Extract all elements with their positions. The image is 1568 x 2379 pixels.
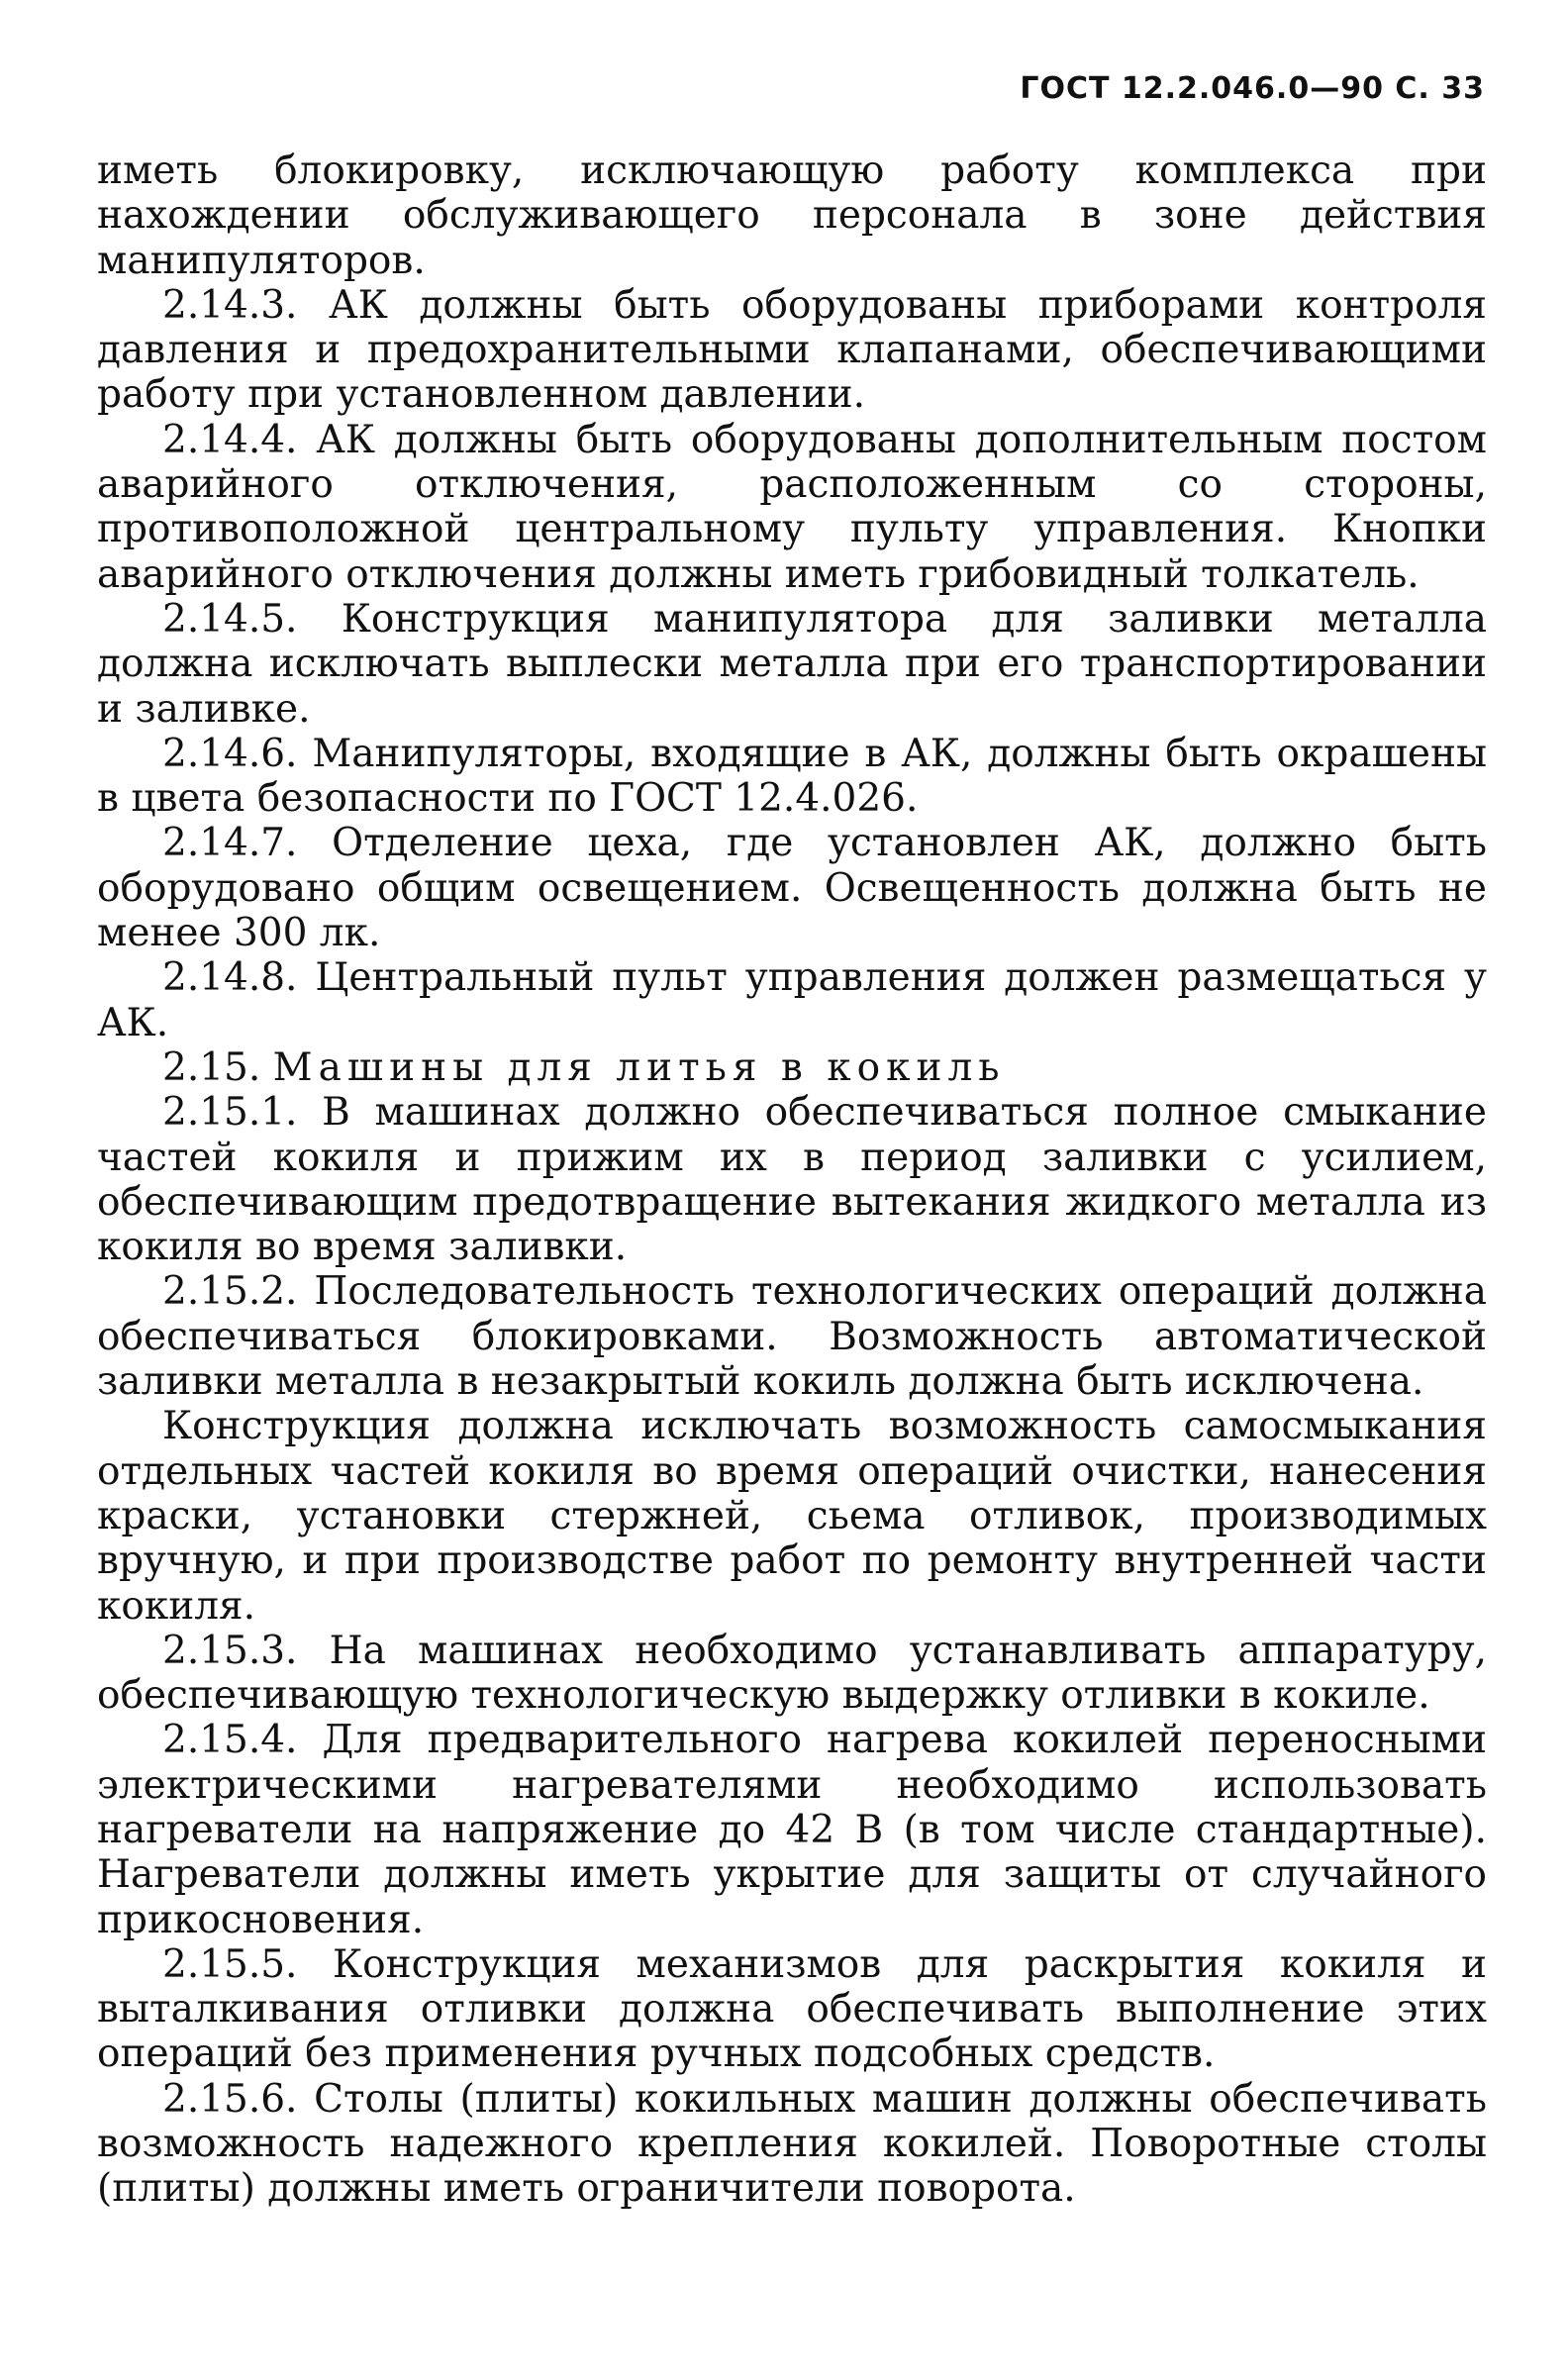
- paragraph-2-15-6: 2.15.6. Столы (плиты) кокильных машин должны обеспечивать возможность надежного крепления кокилей. Поворотные столы (плиты) должны иметь ограничители поворота.: [97, 2076, 1487, 2212]
- paragraph-2-14-4: 2.14.4. АК должны быть оборудованы дополнительным постом аварийного отключения, расположенным со стороны, противоположной центральному пульту управления. Кнопки аварийного отключения должны иметь грибовидный толкатель.: [97, 417, 1487, 597]
- paragraph-2-14-5: 2.14.5. Конструкция манипулятора для заливки металла должна исключать выплески металла при его транспортировании и заливке.: [97, 596, 1487, 732]
- paragraph-2-15-2: 2.15.2. Последовательность технологических операций должна обеспечиваться блокировками. Возможность автоматической заливки металла в незакрытый кокиль должна быть исключена.: [97, 1269, 1487, 1405]
- paragraph-2-15-1: 2.15.1. В машинах должно обеспечиваться полное смыкание частей кокиля и прижим их в период заливки с усилием, обеспечивающим предотвращение вытекания жидкого металла из кокиля во время заливки.: [97, 1090, 1487, 1270]
- paragraph-2-14-3: 2.14.3. АК должны быть оборудованы приборами контроля давления и предохранительными клапанами, обеспечивающими работу при установленном давлении.: [97, 282, 1487, 418]
- paragraph-2-15-4: 2.15.4. Для предварительного нагрева кокилей переносными электрическими нагревателями необходимо использовать нагреватели на напряжение до 42 В (в том числе стандартные). Нагреватели должны иметь укрытие для защиты от случайного прикосновения.: [97, 1718, 1487, 1942]
- section-heading-2-15: [97, 1045, 1487, 1090]
- paragraph-2-15-5: 2.15.5. Конструкция механизмов для раскрытия кокиля и выталкивания отливки должна обеспечивать выполнение этих операций без применения ручных подсобных средств.: [97, 1941, 1487, 2077]
- paragraph-2-14-6: 2.14.6. Манипуляторы, входящие в АК, должны быть окрашены в цвета безопасности по ГОСТ 12.4.026.: [97, 731, 1487, 822]
- paragraph-2-15-2-continued: Конструкция должна исключать возможность самосмыкания отдельных частей кокиля во время операций очистки, нанесения краски, установки стержней, сьема отливок, производимых вручную, и при производстве работ по ремонту внутренней части кокиля.: [97, 1404, 1487, 1629]
- page-header: ГОСТ 12.2.046.0—90 С. 33: [1020, 71, 1485, 106]
- document-body: [97, 149, 1487, 2212]
- paragraph-2-15-3: 2.15.3. На машинах необходимо устанавливать аппаратуру, обеспечивающую технологическую выдержку отливки в кокиле.: [97, 1628, 1487, 1719]
- section-number: 2.15.: [162, 1044, 261, 1090]
- paragraph-continuation: иметь блокировку, исключающую работу комплекса при нахождении обслуживающего персонала в зоне действия манипуляторов.: [97, 149, 1487, 283]
- paragraph-2-14-7: 2.14.7. Отделение цеха, где установлен АК, должно быть оборудовано общим освещением. Освещенность должна быть не менее 300 лк.: [97, 821, 1487, 956]
- section-title: Машины для литья в кокиль: [272, 1044, 1006, 1090]
- paragraph-2-14-8: 2.14.8. Центральный пульт управления должен размещаться у АК.: [97, 955, 1487, 1045]
